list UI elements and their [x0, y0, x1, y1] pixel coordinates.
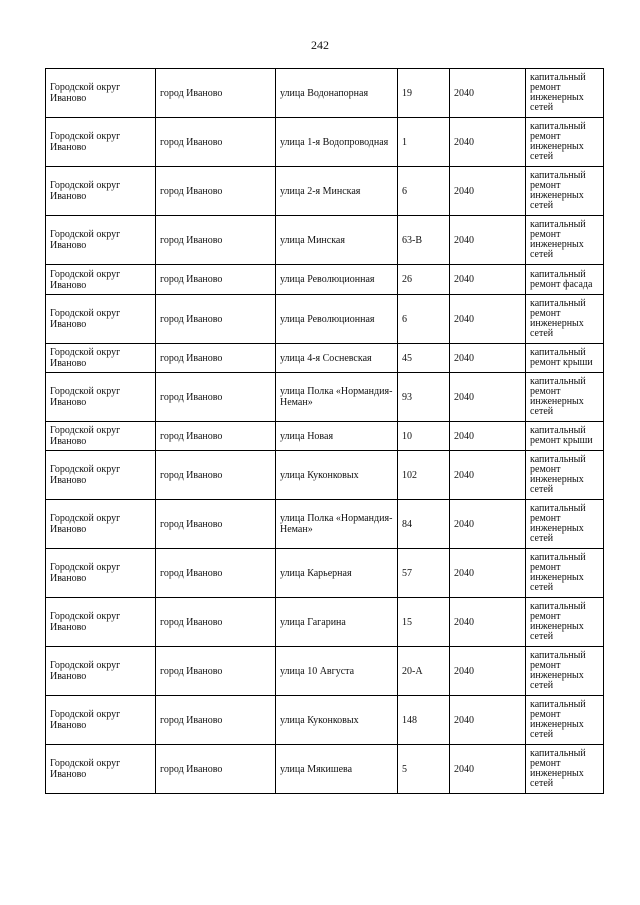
year-cell: 2040 [450, 167, 526, 216]
city-cell: город Иваново [156, 598, 276, 647]
district-cell: Городской округ Иваново [46, 216, 156, 265]
street-cell: улица Полка «Нормандия-Неман» [276, 373, 398, 422]
house-number-cell: 93 [398, 373, 450, 422]
house-number-cell: 5 [398, 745, 450, 794]
table-row [46, 647, 604, 696]
work-type-cell: капитальный ремонт инженерных сетей [526, 451, 604, 500]
year-cell: 2040 [450, 216, 526, 265]
year-cell: 2040 [450, 745, 526, 794]
house-number-cell: 19 [398, 69, 450, 118]
street-cell: улица 4-я Сосневская [276, 344, 398, 373]
work-type-cell: капитальный ремонт инженерных сетей [526, 295, 604, 344]
city-cell: город Иваново [156, 647, 276, 696]
house-number-cell: 6 [398, 295, 450, 344]
work-type-cell: капитальный ремонт инженерных сетей [526, 647, 604, 696]
district-cell: Городской округ Иваново [46, 549, 156, 598]
work-type-cell: капитальный ремонт инженерных сетей [526, 500, 604, 549]
work-type-cell: капитальный ремонт инженерных сетей [526, 745, 604, 794]
year-cell: 2040 [450, 549, 526, 598]
year-cell: 2040 [450, 647, 526, 696]
house-number-cell: 57 [398, 549, 450, 598]
table-row [46, 500, 604, 549]
work-type-cell: капитальный ремонт инженерных сетей [526, 216, 604, 265]
house-number-cell: 10 [398, 422, 450, 451]
district-cell: Городской округ Иваново [46, 373, 156, 422]
work-type-cell: капитальный ремонт инженерных сетей [526, 598, 604, 647]
district-cell: Городской округ Иваново [46, 598, 156, 647]
year-cell: 2040 [450, 265, 526, 295]
house-number-cell: 45 [398, 344, 450, 373]
city-cell: город Иваново [156, 344, 276, 373]
district-cell: Городской округ Иваново [46, 295, 156, 344]
year-cell: 2040 [450, 598, 526, 647]
street-cell: улица Куконковых [276, 696, 398, 745]
table-row [46, 69, 604, 118]
year-cell: 2040 [450, 295, 526, 344]
work-type-cell: капитальный ремонт инженерных сетей [526, 696, 604, 745]
street-cell: улица Новая [276, 422, 398, 451]
city-cell: город Иваново [156, 549, 276, 598]
year-cell: 2040 [450, 500, 526, 549]
city-cell: город Иваново [156, 69, 276, 118]
table-row [46, 598, 604, 647]
city-cell: город Иваново [156, 451, 276, 500]
year-cell: 2040 [450, 69, 526, 118]
table-row [46, 549, 604, 598]
district-cell: Городской округ Иваново [46, 647, 156, 696]
street-cell: улица Карьерная [276, 549, 398, 598]
work-type-cell: капитальный ремонт фасада [526, 265, 604, 295]
district-cell: Городской округ Иваново [46, 451, 156, 500]
year-cell: 2040 [450, 118, 526, 167]
year-cell: 2040 [450, 373, 526, 422]
register-table [45, 68, 604, 794]
table-row [46, 451, 604, 500]
city-cell: город Иваново [156, 295, 276, 344]
work-type-cell: капитальный ремонт инженерных сетей [526, 167, 604, 216]
year-cell: 2040 [450, 344, 526, 373]
house-number-cell: 15 [398, 598, 450, 647]
street-cell: улица Куконковых [276, 451, 398, 500]
city-cell: город Иваново [156, 500, 276, 549]
table-row [46, 745, 604, 794]
district-cell: Городской округ Иваново [46, 696, 156, 745]
district-cell: Городской округ Иваново [46, 745, 156, 794]
district-cell: Городской округ Иваново [46, 344, 156, 373]
table-row [46, 216, 604, 265]
table-row [46, 295, 604, 344]
work-type-cell: капитальный ремонт крыши [526, 344, 604, 373]
city-cell: город Иваново [156, 373, 276, 422]
city-cell: город Иваново [156, 216, 276, 265]
table-row [46, 344, 604, 373]
city-cell: город Иваново [156, 745, 276, 794]
district-cell: Городской округ Иваново [46, 167, 156, 216]
work-type-cell: капитальный ремонт инженерных сетей [526, 373, 604, 422]
table-row [46, 422, 604, 451]
year-cell: 2040 [450, 696, 526, 745]
year-cell: 2040 [450, 451, 526, 500]
year-cell: 2040 [450, 422, 526, 451]
page-number: 242 [311, 38, 329, 52]
table-row [46, 373, 604, 422]
district-cell: Городской округ Иваново [46, 500, 156, 549]
house-number-cell: 6 [398, 167, 450, 216]
district-cell: Городской округ Иваново [46, 69, 156, 118]
district-cell: Городской округ Иваново [46, 265, 156, 295]
district-cell: Городской округ Иваново [46, 118, 156, 167]
house-number-cell: 26 [398, 265, 450, 295]
city-cell: город Иваново [156, 696, 276, 745]
house-number-cell: 148 [398, 696, 450, 745]
district-cell: Городской округ Иваново [46, 422, 156, 451]
city-cell: город Иваново [156, 265, 276, 295]
house-number-cell: 20-А [398, 647, 450, 696]
table-row [46, 265, 604, 295]
city-cell: город Иваново [156, 118, 276, 167]
house-number-cell: 63-В [398, 216, 450, 265]
street-cell: улица Полка «Нормандия-Неман» [276, 500, 398, 549]
street-cell: улица Революционная [276, 265, 398, 295]
street-cell: улица Революционная [276, 295, 398, 344]
street-cell: улица Водонапорная [276, 69, 398, 118]
house-number-cell: 84 [398, 500, 450, 549]
work-type-cell: капитальный ремонт крыши [526, 422, 604, 451]
house-number-cell: 102 [398, 451, 450, 500]
city-cell: город Иваново [156, 167, 276, 216]
table-row [46, 118, 604, 167]
table-row [46, 167, 604, 216]
work-type-cell: капитальный ремонт инженерных сетей [526, 118, 604, 167]
street-cell: улица 10 Августа [276, 647, 398, 696]
street-cell: улица Минская [276, 216, 398, 265]
table-row [46, 696, 604, 745]
street-cell: улица 1-я Водопроводная [276, 118, 398, 167]
work-type-cell: капитальный ремонт инженерных сетей [526, 69, 604, 118]
street-cell: улица Гагарина [276, 598, 398, 647]
street-cell: улица 2-я Минская [276, 167, 398, 216]
work-type-cell: капитальный ремонт инженерных сетей [526, 549, 604, 598]
street-cell: улица Мякишева [276, 745, 398, 794]
city-cell: город Иваново [156, 422, 276, 451]
house-number-cell: 1 [398, 118, 450, 167]
